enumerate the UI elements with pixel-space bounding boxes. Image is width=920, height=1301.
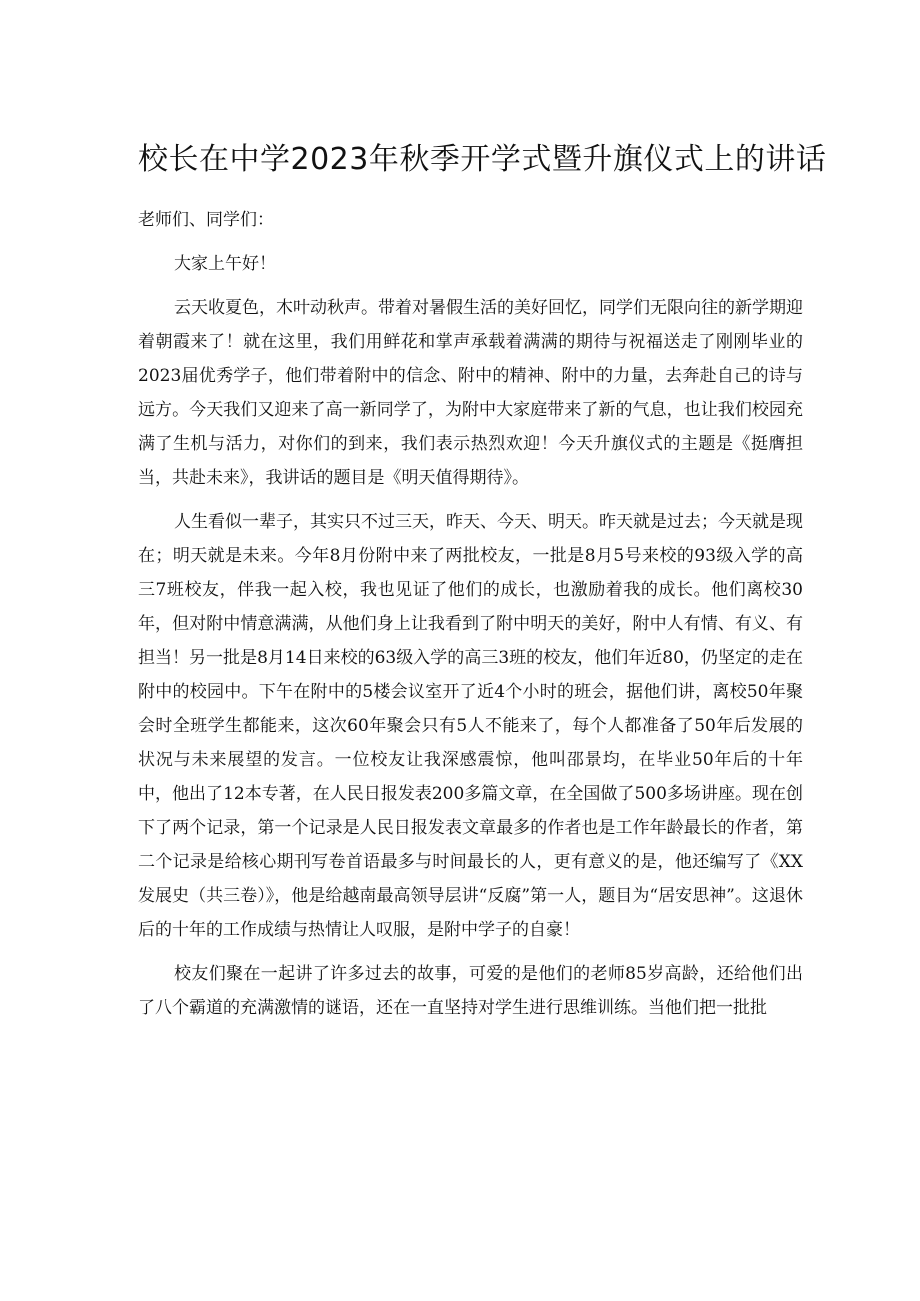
paragraph-opening: 云天收夏色，木叶动秋声。带着对暑假生活的美好回忆，同学们无限向往的新学期迎着朝霞来了！就在这里，我们用鲜花和掌声承载着满满的期待与祝福送走了刚刚毕业的2023届优秀学子，他们带着附中的信念、附中的精神、附中的力量，去奔赴自己的诗与远方。今天我们又迎来了高一新同学了，为附中大家庭带来了新的气息，也让我们校园充满了生机与活力，对你们的到来，我们表示热烈欢迎！今天升旗仪式的主题是《挺膺担当，共赴未来》，我讲话的题目是《明天值得期待》。 bbox=[138, 298, 803, 488]
document-body bbox=[138, 203, 803, 1035]
document-title: 校长在中学2023年秋季开学式暨升旗仪式上的讲话 bbox=[138, 142, 827, 177]
paragraph-alumni: 人生看似一辈子，其实只不过三天，昨天、今天、明天。昨天就是过去；今天就是现在；明天就是未来。今年8月份附中来了两批校友，一批是8月5号来校的93级入学的高三7班校友，伴我一起入校，我也见证了他们的成长，也激励着我的成长。他们离校30年，但对附中情意满满，从他们身上让我看到了附中明天的美好，附中人有情、有义、有担当！另一批是8月14日来校的63级入学的高三3班的校友，他们年近80，仍坚定的走在附中的校园中。下午在附中的5楼会议室开了近4个小时的班会，据他们讲，离校50年聚会时全班学生都能来，这次60年聚会只有5人不能来了，每个人都准备了50年后发展的状况与未来展望的发言。一位校友让我深感震惊，他叫邵景均，在毕业50年后的十年中，他出了12本专著，在人民日报发表200多篇文章，在全国做了500多场讲座。现在创下了两个记录，第一个记录是人民日报发表文章最多的作者也是工作年龄最长的作者，第二个记录是给核心期刊写卷首语最多与时间最长的人，更有意义的是，他还编写了《XX发展史（共三卷）》，他是给越南最高领导层讲“反腐”第一人，题目为“居安思神”。这退休后的十年的工作成绩与热情让人叹服，是附中学子的自豪！ bbox=[138, 512, 803, 940]
paragraph-greeting: 大家上午好！ bbox=[174, 254, 276, 274]
salutation: 老师们、同学们： bbox=[138, 210, 274, 230]
paragraph-teacher-story: 校友们聚在一起讲了许多过去的故事，可爱的是他们的老师85岁高龄，还给他们出了八个霸道的充满激情的谜语，还在一直坚持对学生进行思维训练。当他们把一批批 bbox=[138, 964, 803, 1018]
